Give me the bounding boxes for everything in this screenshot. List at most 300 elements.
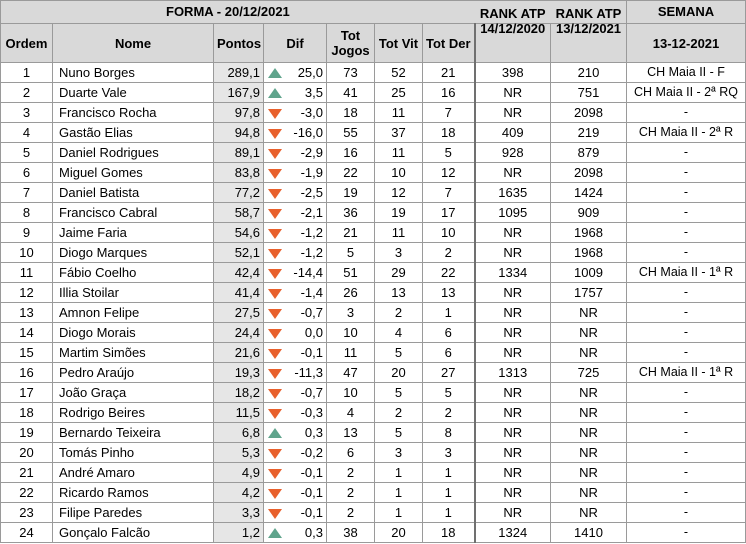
cell-tot-der: 5 [423, 383, 475, 403]
cell-ordem: 6 [1, 163, 53, 183]
cell-ordem: 5 [1, 143, 53, 163]
header-rank-2021-line1: RANK ATP [555, 6, 622, 21]
cell-ordem: 11 [1, 263, 53, 283]
cell-dif [264, 403, 327, 423]
table-title: FORMA - 20/12/2021 [1, 1, 627, 24]
cell-tot-vit: 11 [375, 103, 423, 123]
dif-value: -0,7 [300, 385, 323, 400]
cell-tot-der: 7 [423, 183, 475, 203]
cell-semana: - [627, 103, 746, 123]
cell-ordem: 3 [1, 103, 53, 123]
trend-down-icon [268, 249, 282, 259]
cell-semana: - [627, 243, 746, 263]
cell-tot-jogos: 13 [327, 423, 375, 443]
trend-down-icon [268, 449, 282, 459]
cell-tot-der: 17 [423, 203, 475, 223]
cell-dif [264, 123, 327, 143]
cell-tot-vit: 5 [375, 423, 423, 443]
header-rank-2020 [475, 6, 551, 63]
cell-nome: Duarte Vale [53, 83, 214, 103]
cell-tot-der: 16 [423, 83, 475, 103]
cell-tot-der: 3 [423, 443, 475, 463]
cell-tot-vit: 13 [375, 283, 423, 303]
cell-tot-jogos: 16 [327, 143, 375, 163]
cell-tot-jogos: 5 [327, 243, 375, 263]
trend-down-icon [268, 149, 282, 159]
cell-rank-2021: NR [551, 403, 627, 423]
cell-semana: - [627, 143, 746, 163]
cell-dif [264, 83, 327, 103]
cell-tot-jogos: 47 [327, 363, 375, 383]
cell-pontos: 3,3 [214, 503, 264, 523]
cell-rank-2021: 1968 [551, 223, 627, 243]
cell-semana: - [627, 423, 746, 443]
cell-tot-der: 10 [423, 223, 475, 243]
cell-tot-vit: 5 [375, 343, 423, 363]
dif-value: -0,1 [300, 505, 323, 520]
cell-tot-jogos: 55 [327, 123, 375, 143]
dif-value: -1,2 [300, 225, 323, 240]
cell-semana: - [627, 323, 746, 343]
trend-down-icon [268, 289, 282, 299]
dif-value: -14,4 [293, 265, 323, 280]
cell-ordem: 16 [1, 363, 53, 383]
cell-ordem: 12 [1, 283, 53, 303]
cell-tot-der: 22 [423, 263, 475, 283]
cell-dif [264, 503, 327, 523]
cell-rank-2021: NR [551, 483, 627, 503]
cell-ordem: 2 [1, 83, 53, 103]
trend-down-icon [268, 469, 282, 479]
cell-rank-2020: NR [475, 323, 551, 343]
cell-nome: Martim Simões [53, 343, 214, 363]
trend-up-icon [268, 88, 282, 98]
cell-tot-jogos: 6 [327, 443, 375, 463]
cell-nome: Francisco Rocha [53, 103, 214, 123]
dif-value: -2,5 [300, 185, 323, 200]
table-row [1, 263, 746, 283]
header-rank-2021-line2: 13/12/2021 [555, 21, 622, 36]
cell-tot-jogos: 2 [327, 483, 375, 503]
trend-down-icon [268, 329, 282, 339]
cell-tot-jogos: 11 [327, 343, 375, 363]
cell-rank-2020: 409 [475, 123, 551, 143]
cell-tot-jogos: 41 [327, 83, 375, 103]
cell-tot-vit: 1 [375, 483, 423, 503]
cell-semana: CH Maia II - 1ª R [627, 363, 746, 383]
cell-rank-2021: 2098 [551, 163, 627, 183]
cell-tot-jogos: 51 [327, 263, 375, 283]
trend-down-icon [268, 109, 282, 119]
cell-pontos: 41,4 [214, 283, 264, 303]
cell-tot-jogos: 73 [327, 63, 375, 83]
header-rank-2021 [551, 6, 627, 63]
cell-rank-2020: NR [475, 463, 551, 483]
trend-down-icon [268, 229, 282, 239]
cell-semana: - [627, 523, 746, 543]
cell-pontos: 18,2 [214, 383, 264, 403]
cell-nome: Diogo Marques [53, 243, 214, 263]
cell-semana: CH Maia II - 1ª R [627, 263, 746, 283]
cell-ordem: 22 [1, 483, 53, 503]
cell-tot-der: 13 [423, 283, 475, 303]
cell-ordem: 24 [1, 523, 53, 543]
dif-value: -2,1 [300, 205, 323, 220]
trend-down-icon [268, 209, 282, 219]
cell-tot-vit: 2 [375, 403, 423, 423]
cell-tot-vit: 3 [375, 443, 423, 463]
cell-rank-2021: 1009 [551, 263, 627, 283]
trend-down-icon [268, 169, 282, 179]
cell-tot-vit: 12 [375, 183, 423, 203]
cell-nome: Illia Stoilar [53, 283, 214, 303]
dif-value: -0,1 [300, 345, 323, 360]
cell-ordem: 8 [1, 203, 53, 223]
cell-nome: Daniel Rodrigues [53, 143, 214, 163]
table-row [1, 203, 746, 223]
cell-rank-2020: NR [475, 163, 551, 183]
dif-value: 0,3 [304, 525, 323, 540]
cell-dif [264, 483, 327, 503]
cell-rank-2021: 219 [551, 123, 627, 143]
cell-nome: Rodrigo Beires [53, 403, 214, 423]
cell-ordem: 13 [1, 303, 53, 323]
header-dif: Dif [264, 24, 327, 63]
cell-nome: Gastão Elias [53, 123, 214, 143]
cell-pontos: 52,1 [214, 243, 264, 263]
trend-down-icon [268, 409, 282, 419]
cell-ordem: 14 [1, 323, 53, 343]
cell-dif [264, 383, 327, 403]
table-row [1, 83, 746, 103]
cell-tot-der: 18 [423, 523, 475, 543]
cell-nome: Filipe Paredes [53, 503, 214, 523]
cell-nome: Jaime Faria [53, 223, 214, 243]
cell-dif [264, 103, 327, 123]
dif-value: -11,3 [294, 365, 323, 380]
cell-rank-2020: 1334 [475, 263, 551, 283]
cell-tot-vit: 2 [375, 303, 423, 323]
cell-rank-2021: 1968 [551, 243, 627, 263]
dif-value: -0,1 [300, 485, 323, 500]
table-row [1, 223, 746, 243]
dif-value: -1,2 [300, 245, 323, 260]
cell-tot-jogos: 4 [327, 403, 375, 423]
cell-tot-vit: 5 [375, 383, 423, 403]
cell-tot-der: 27 [423, 363, 475, 383]
cell-tot-vit: 29 [375, 263, 423, 283]
cell-tot-vit: 10 [375, 163, 423, 183]
table-row [1, 243, 746, 263]
trend-down-icon [268, 349, 282, 359]
cell-ordem: 4 [1, 123, 53, 143]
dif-value: -3,0 [300, 105, 323, 120]
dif-value: 0,0 [304, 325, 323, 340]
table-row [1, 63, 746, 83]
table-row [1, 523, 746, 543]
table-row [1, 423, 746, 443]
cell-rank-2021: NR [551, 423, 627, 443]
cell-rank-2020: 928 [475, 143, 551, 163]
header-rank-2020-line1: RANK ATP [479, 6, 546, 21]
cell-pontos: 24,4 [214, 323, 264, 343]
header-ordem: Ordem [1, 24, 53, 63]
cell-tot-vit: 11 [375, 223, 423, 243]
dif-value: -2,9 [300, 145, 323, 160]
cell-dif [264, 463, 327, 483]
trend-down-icon [268, 269, 282, 279]
cell-nome: João Graça [53, 383, 214, 403]
dif-value: 0,3 [304, 425, 323, 440]
cell-rank-2021: 909 [551, 203, 627, 223]
cell-dif [264, 203, 327, 223]
cell-rank-2021: 210 [551, 63, 627, 83]
cell-tot-der: 5 [423, 143, 475, 163]
header-pontos: Pontos [214, 24, 264, 63]
trend-down-icon [268, 369, 282, 379]
cell-ordem: 15 [1, 343, 53, 363]
table-row [1, 323, 746, 343]
dif-value: 3,5 [304, 85, 323, 100]
cell-rank-2021: 751 [551, 83, 627, 103]
cell-semana: - [627, 303, 746, 323]
trend-down-icon [268, 389, 282, 399]
trend-down-icon [268, 509, 282, 519]
cell-pontos: 4,2 [214, 483, 264, 503]
trend-down-icon [268, 129, 282, 139]
cell-ordem: 7 [1, 183, 53, 203]
cell-rank-2021: NR [551, 323, 627, 343]
cell-dif [264, 163, 327, 183]
header-tot-jogos-line1: Tot [340, 28, 361, 43]
cell-tot-vit: 52 [375, 63, 423, 83]
cell-tot-vit: 1 [375, 463, 423, 483]
cell-tot-jogos: 36 [327, 203, 375, 223]
cell-tot-jogos: 3 [327, 303, 375, 323]
cell-semana: - [627, 283, 746, 303]
table-row [1, 303, 746, 323]
cell-tot-jogos: 10 [327, 323, 375, 343]
table-row [1, 163, 746, 183]
cell-dif [264, 283, 327, 303]
header-tot-jogos-line2: Jogos [331, 43, 370, 58]
cell-tot-der: 21 [423, 63, 475, 83]
table-row [1, 363, 746, 383]
trend-down-icon [268, 189, 282, 199]
cell-tot-der: 1 [423, 503, 475, 523]
cell-pontos: 97,8 [214, 103, 264, 123]
cell-pontos: 42,4 [214, 263, 264, 283]
cell-rank-2020: NR [475, 443, 551, 463]
cell-nome: Fábio Coelho [53, 263, 214, 283]
cell-tot-der: 7 [423, 103, 475, 123]
cell-nome: Miguel Gomes [53, 163, 214, 183]
cell-rank-2020: 398 [475, 63, 551, 83]
cell-dif [264, 143, 327, 163]
cell-pontos: 94,8 [214, 123, 264, 143]
cell-tot-vit: 4 [375, 323, 423, 343]
cell-dif [264, 343, 327, 363]
semana-header-line1: SEMANA [627, 1, 746, 24]
cell-semana: CH Maia II - 2ª RQ [627, 83, 746, 103]
cell-rank-2021: 725 [551, 363, 627, 383]
cell-tot-der: 18 [423, 123, 475, 143]
cell-ordem: 10 [1, 243, 53, 263]
cell-dif [264, 523, 327, 543]
cell-tot-vit: 25 [375, 83, 423, 103]
cell-nome: Daniel Batista [53, 183, 214, 203]
cell-tot-jogos: 38 [327, 523, 375, 543]
cell-rank-2020: NR [475, 303, 551, 323]
cell-tot-der: 1 [423, 483, 475, 503]
dif-value: -1,9 [300, 165, 323, 180]
cell-semana: CH Maia II - F [627, 63, 746, 83]
cell-tot-jogos: 26 [327, 283, 375, 303]
table-row [1, 283, 746, 303]
cell-tot-jogos: 22 [327, 163, 375, 183]
cell-tot-der: 8 [423, 423, 475, 443]
cell-ordem: 9 [1, 223, 53, 243]
cell-tot-jogos: 19 [327, 183, 375, 203]
cell-rank-2020: NR [475, 503, 551, 523]
table-row [1, 443, 746, 463]
cell-tot-vit: 37 [375, 123, 423, 143]
cell-tot-vit: 3 [375, 243, 423, 263]
cell-semana: - [627, 463, 746, 483]
dif-value: -0,1 [300, 465, 323, 480]
cell-tot-vit: 20 [375, 363, 423, 383]
cell-dif [264, 303, 327, 323]
table-row [1, 383, 746, 403]
cell-pontos: 54,6 [214, 223, 264, 243]
cell-rank-2020: 1635 [475, 183, 551, 203]
cell-rank-2021: NR [551, 443, 627, 463]
cell-rank-2021: 1424 [551, 183, 627, 203]
cell-ordem: 21 [1, 463, 53, 483]
cell-rank-2021: NR [551, 503, 627, 523]
header-tot-vit: Tot Vit [375, 24, 423, 63]
cell-pontos: 1,2 [214, 523, 264, 543]
cell-tot-jogos: 2 [327, 463, 375, 483]
cell-tot-der: 12 [423, 163, 475, 183]
cell-pontos: 289,1 [214, 63, 264, 83]
cell-rank-2020: NR [475, 423, 551, 443]
dif-value: -1,4 [300, 285, 323, 300]
cell-rank-2021: NR [551, 463, 627, 483]
cell-rank-2021: 2098 [551, 103, 627, 123]
cell-semana: - [627, 223, 746, 243]
header-rank-2020-line2: 14/12/2020 [480, 21, 546, 36]
cell-pontos: 4,9 [214, 463, 264, 483]
header-tot-jogos [327, 24, 375, 63]
cell-dif [264, 443, 327, 463]
cell-tot-der: 1 [423, 463, 475, 483]
table-row [1, 183, 746, 203]
cell-semana: - [627, 383, 746, 403]
cell-dif [264, 423, 327, 443]
header-semana-date: 13-12-2021 [627, 24, 746, 63]
cell-pontos: 27,5 [214, 303, 264, 323]
dif-value: -0,2 [300, 445, 323, 460]
cell-nome: Tomás Pinho [53, 443, 214, 463]
cell-pontos: 5,3 [214, 443, 264, 463]
cell-dif [264, 63, 327, 83]
cell-tot-vit: 19 [375, 203, 423, 223]
cell-pontos: 58,7 [214, 203, 264, 223]
cell-rank-2020: NR [475, 243, 551, 263]
cell-semana: CH Maia II - 2ª R [627, 123, 746, 143]
cell-dif [264, 323, 327, 343]
cell-rank-2020: NR [475, 483, 551, 503]
cell-ordem: 17 [1, 383, 53, 403]
dif-value: -0,3 [300, 405, 323, 420]
cell-dif [264, 223, 327, 243]
table-row [1, 143, 746, 163]
table-row [1, 123, 746, 143]
dif-value: -0,7 [300, 305, 323, 320]
cell-ordem: 19 [1, 423, 53, 443]
header-nome: Nome [53, 24, 214, 63]
cell-tot-vit: 20 [375, 523, 423, 543]
table-body [1, 63, 746, 543]
table-row [1, 483, 746, 503]
table-row [1, 103, 746, 123]
cell-nome: Gonçalo Falcão [53, 523, 214, 543]
cell-tot-vit: 11 [375, 143, 423, 163]
cell-pontos: 89,1 [214, 143, 264, 163]
header-tot-der: Tot Der [423, 24, 475, 63]
cell-pontos: 11,5 [214, 403, 264, 423]
cell-nome: Nuno Borges [53, 63, 214, 83]
cell-tot-der: 1 [423, 303, 475, 323]
cell-rank-2020: 1324 [475, 523, 551, 543]
trend-up-icon [268, 428, 282, 438]
cell-semana: - [627, 343, 746, 363]
trend-up-icon [268, 528, 282, 538]
cell-tot-vit: 1 [375, 503, 423, 523]
cell-pontos: 167,9 [214, 83, 264, 103]
table-row [1, 463, 746, 483]
cell-ordem: 23 [1, 503, 53, 523]
cell-nome: Amnon Felipe [53, 303, 214, 323]
cell-dif [264, 243, 327, 263]
cell-rank-2020: NR [475, 223, 551, 243]
cell-rank-2020: 1095 [475, 203, 551, 223]
cell-semana: - [627, 183, 746, 203]
cell-semana: - [627, 443, 746, 463]
cell-tot-jogos: 2 [327, 503, 375, 523]
trend-down-icon [268, 489, 282, 499]
cell-pontos: 6,8 [214, 423, 264, 443]
cell-tot-der: 2 [423, 403, 475, 423]
cell-pontos: 77,2 [214, 183, 264, 203]
cell-rank-2020: NR [475, 83, 551, 103]
table-row [1, 343, 746, 363]
dif-value: 25,0 [297, 65, 323, 80]
cell-semana: - [627, 403, 746, 423]
cell-rank-2020: NR [475, 103, 551, 123]
cell-dif [264, 263, 327, 283]
trend-down-icon [268, 309, 282, 319]
cell-dif [264, 183, 327, 203]
cell-rank-2020: NR [475, 403, 551, 423]
cell-rank-2020: 1313 [475, 363, 551, 383]
cell-nome: Ricardo Ramos [53, 483, 214, 503]
cell-rank-2020: NR [475, 383, 551, 403]
cell-semana: - [627, 163, 746, 183]
cell-nome: Francisco Cabral [53, 203, 214, 223]
cell-tot-der: 6 [423, 343, 475, 363]
